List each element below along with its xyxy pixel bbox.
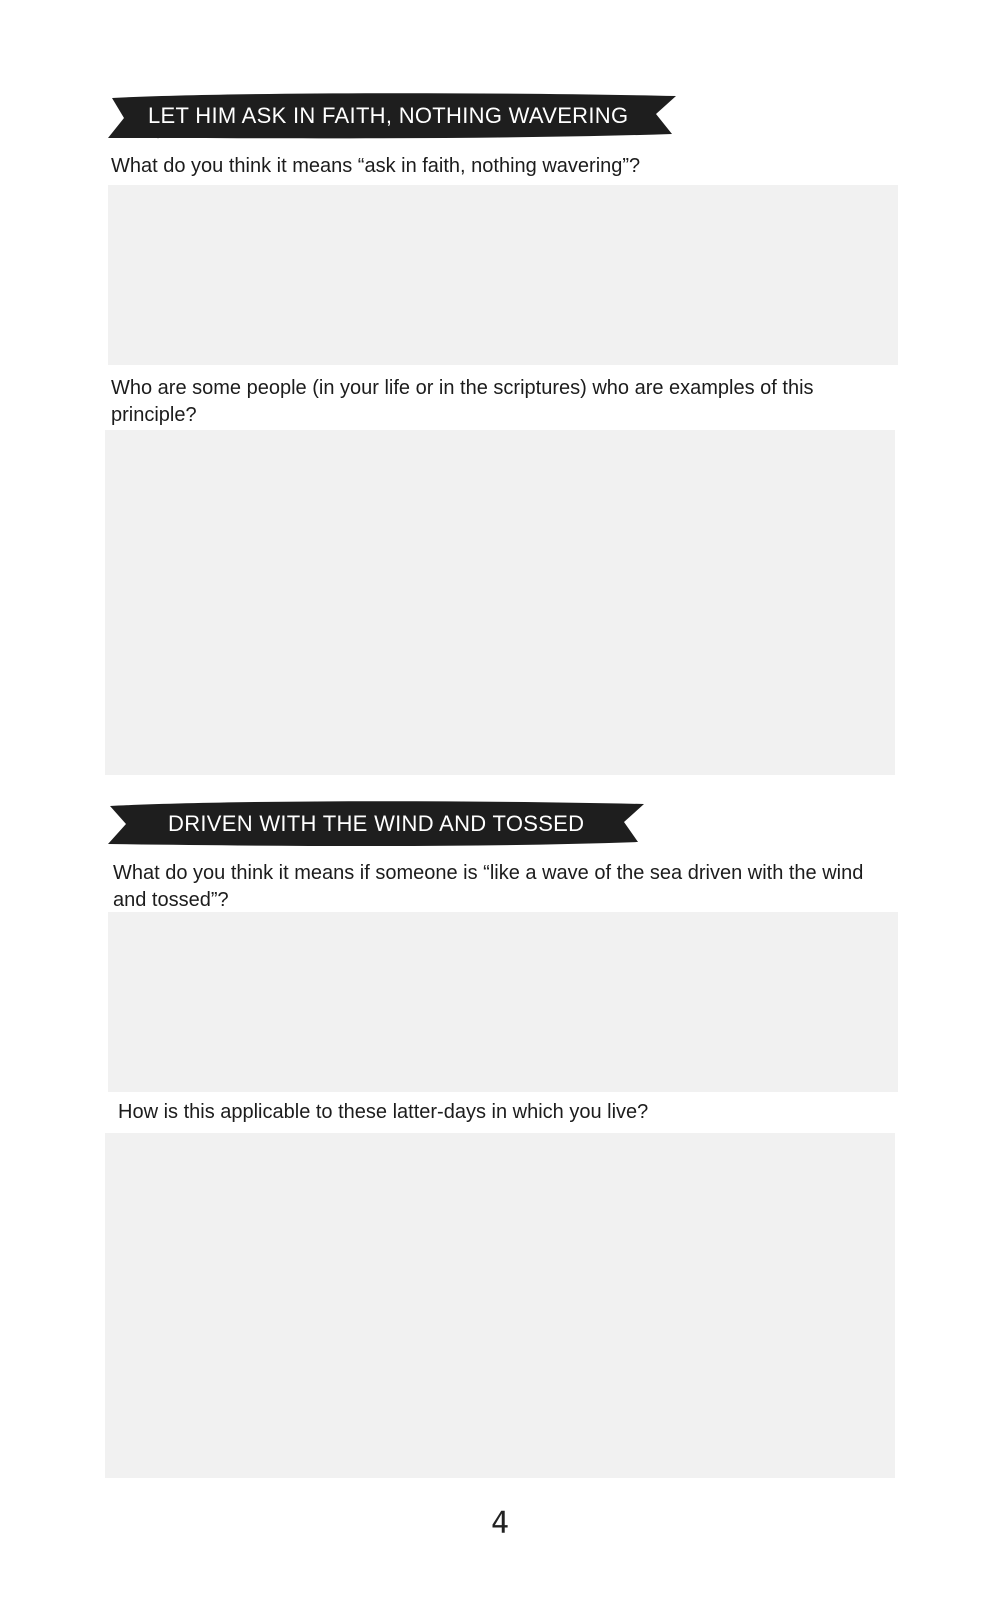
answer-box-2[interactable] <box>105 430 895 775</box>
question-4-text: How is this applicable to these latter-days in which you live? <box>118 1101 649 1123</box>
question-1-text: What do you think it means “ask in faith, nothing wavering”? <box>111 155 641 177</box>
page-number: 4 <box>490 1506 510 1541</box>
section-2-heading: DRIVEN WITH THE WIND AND TOSSED <box>168 811 585 836</box>
section-1-heading: LET HIM ASK IN FAITH, NOTHING WAVERING <box>148 103 629 128</box>
section-1-banner <box>108 92 680 140</box>
answer-box-4[interactable] <box>105 1133 895 1478</box>
section-2-banner <box>108 800 646 848</box>
answer-box-1[interactable] <box>108 185 898 365</box>
question-2-text: Who are some people (in your life or in the scriptures) who are examples of this principle? <box>111 377 814 426</box>
question-3-text: What do you think it means if someone is “like a wave of the sea driven with the wind and tossed”? <box>113 862 864 911</box>
answer-box-3[interactable] <box>108 912 898 1092</box>
